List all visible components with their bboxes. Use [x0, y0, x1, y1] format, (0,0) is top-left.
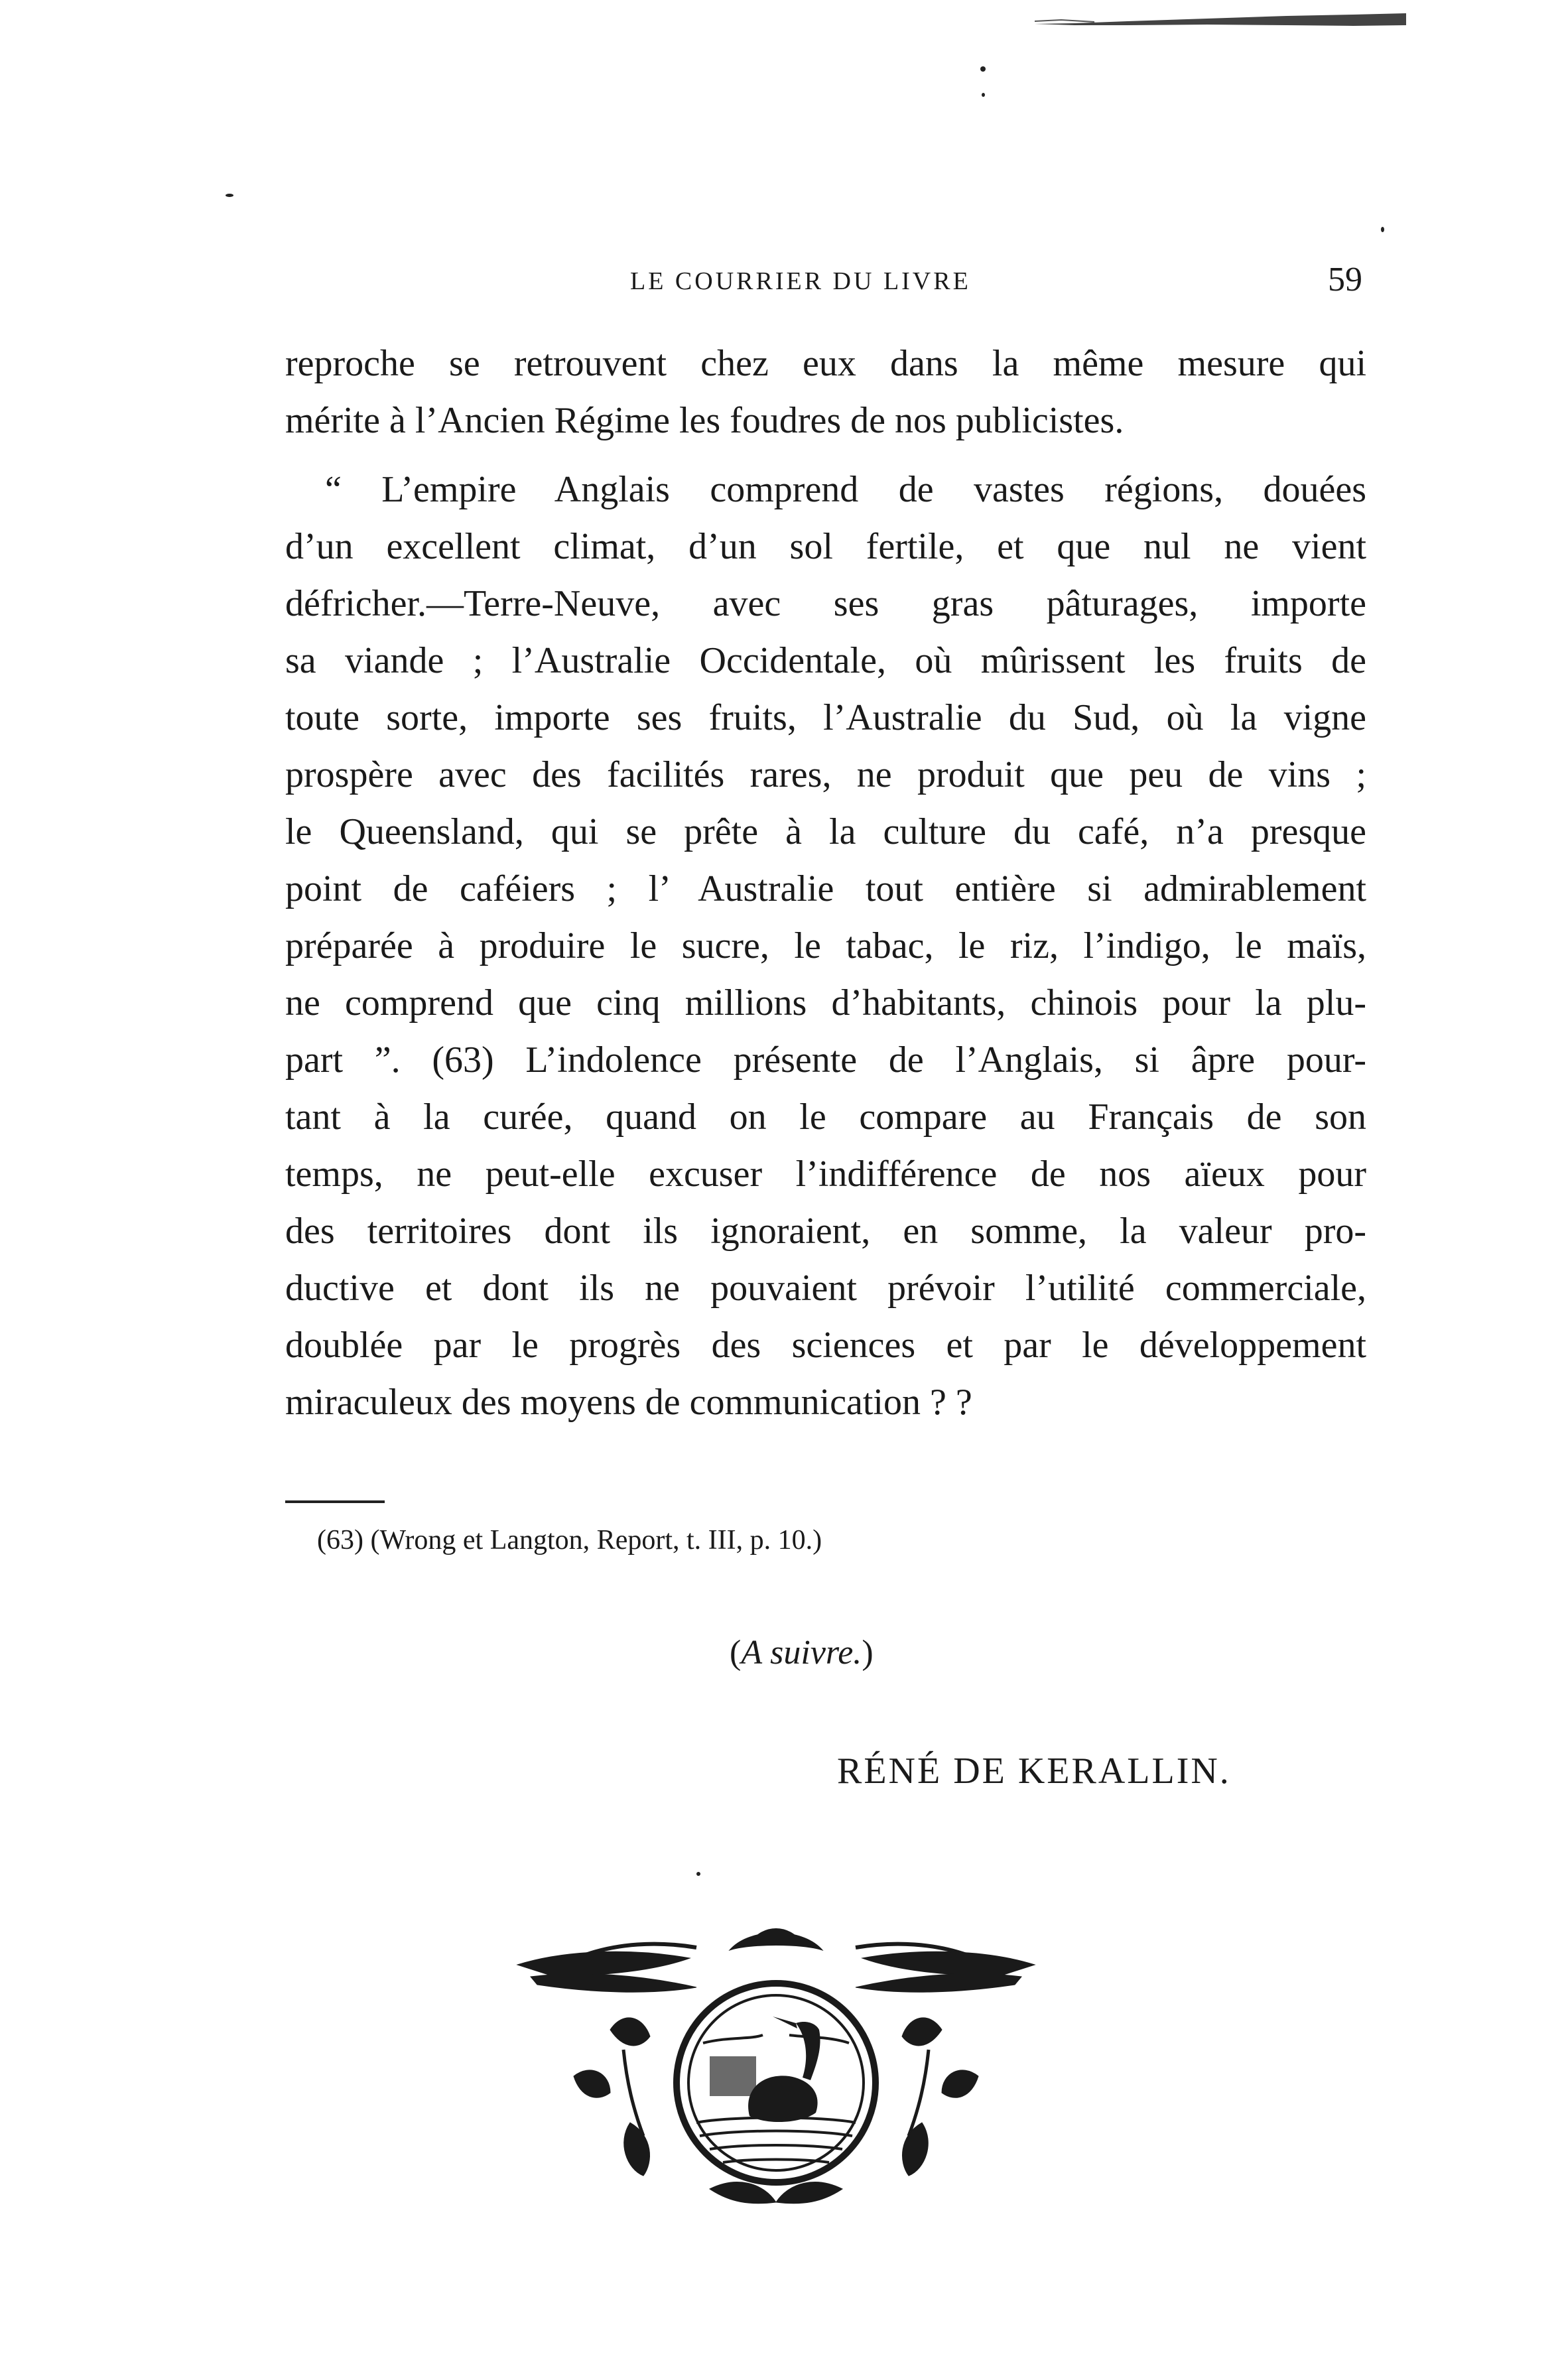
text-line: d’un excellent climat, d’un sol fertile, et que nul ne vient: [285, 526, 1366, 567]
text-line: le Queensland, qui se prête à la culture du café, n’a presque: [285, 811, 1366, 852]
text-line: toute sorte, importe ses fruits, l’Australie du Sud, où la vigne: [285, 697, 1366, 738]
text-line: “ L’empire Anglais comprend de vastes régions, douées: [325, 469, 1366, 510]
text-line: reproche se retrouvent chez eux dans la même mesure qui: [285, 343, 1366, 384]
scan-edge-artifact: [1035, 12, 1406, 27]
continuation-open-paren: (: [730, 1634, 742, 1672]
text-line: mérite à l’Ancien Régime les foudres de nos publicistes.: [285, 400, 1124, 441]
text-line: ne comprend que cinq millions d’habitants, chinois pour la plu-: [285, 982, 1366, 1024]
text-line: ductive et dont ils ne pouvaient prévoir l’utilité commerciale,: [285, 1268, 1366, 1309]
footnote: (63) (Wrong et Langton, Report, t. III, p. 10.): [317, 1525, 822, 1555]
running-head: [285, 260, 1366, 313]
text-line: sa viande ; l’Australie Occidentale, où mûrissent les fruits de: [285, 640, 1366, 681]
body-text: [285, 335, 1366, 1431]
scan-speck: [226, 194, 233, 197]
text-line: miraculeux des moyens de communication ? ?: [285, 1382, 972, 1423]
scan-speck: [980, 66, 986, 72]
floral-vignette-with-heron-icon: [511, 1924, 1041, 2215]
text-line: des territoires dont ils ignoraient, en somme, la valeur pro-: [285, 1211, 1366, 1252]
text-line: préparée à produire le sucre, le tabac, le riz, l’indigo, le maïs,: [285, 925, 1366, 966]
text-line: point de caféiers ; l’ Australie tout entière si admirablement: [285, 868, 1366, 909]
scan-speck: [1381, 227, 1384, 232]
continuation-close-paren: ): [862, 1634, 874, 1672]
running-title: LE COURRIER DU LIVRE: [630, 267, 971, 295]
continuation-text: A suivre.: [741, 1634, 862, 1672]
page-number: 59: [1328, 261, 1362, 298]
text-line: prospère avec des facilités rares, ne produit que peu de vins ;: [285, 754, 1366, 795]
footnote-rule: [285, 1500, 385, 1503]
scan-speck: [982, 93, 985, 97]
text-line: part ”. (63) L’indolence présente de l’Anglais, si âpre pour-: [285, 1039, 1366, 1081]
scan-speck: [696, 1872, 700, 1876]
text-line: temps, ne peut-elle excuser l’indifférence de nos aïeux pour: [285, 1154, 1366, 1195]
continuation-note: [730, 1633, 874, 1672]
author-signature: RÉNÉ DE KERALLIN.: [837, 1751, 1231, 1792]
text-line: défricher.—Terre-Neuve, avec ses gras pâturages, importe: [285, 583, 1366, 624]
text-line: doublée par le progrès des sciences et par le développement: [285, 1325, 1366, 1366]
text-line: tant à la curée, quand on le compare au Français de son: [285, 1096, 1366, 1138]
